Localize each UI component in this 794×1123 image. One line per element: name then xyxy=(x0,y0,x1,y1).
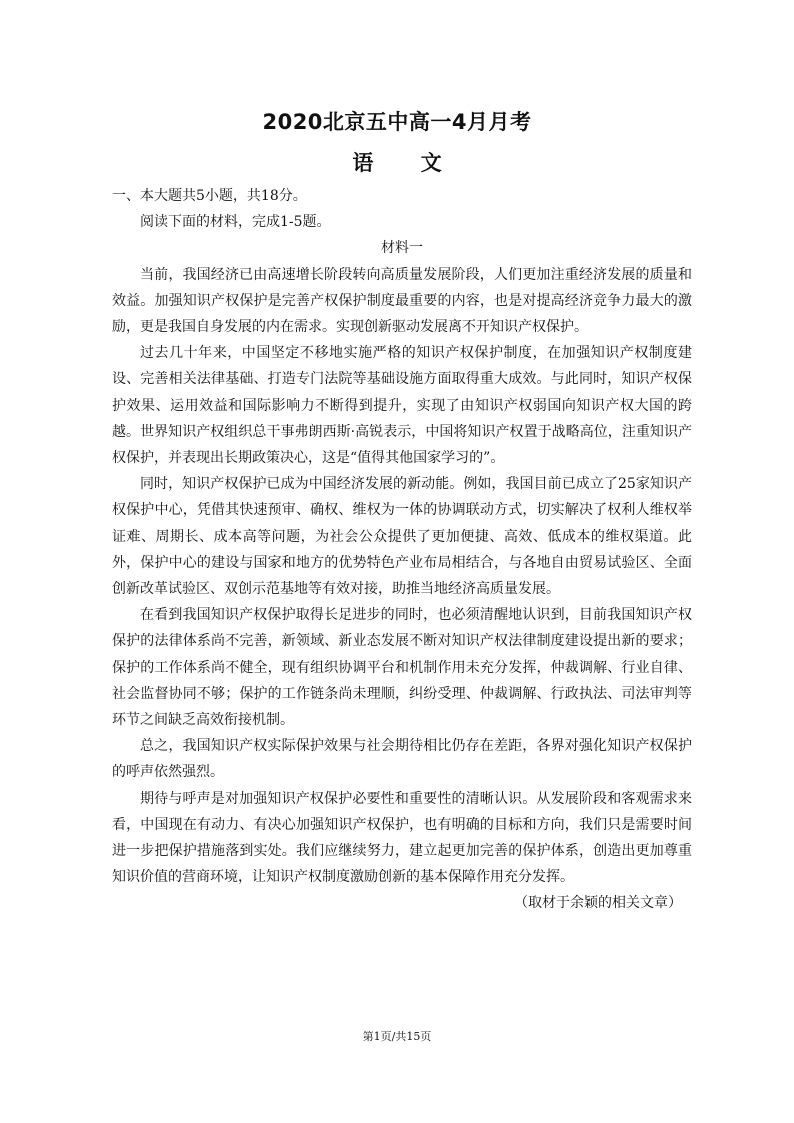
page-number: 第1页/共15页 xyxy=(362,1030,432,1043)
section-heading: 一、本大题共5小题，共18分。 xyxy=(112,188,307,204)
material-paragraph: 总之，我国知识产权实际保护效果与社会期待相比仍存在差距，各界对强化知识产权保护的呼声依然强烈。 xyxy=(112,738,692,781)
reading-instruction: 阅读下面的材料，完成1-5题。 xyxy=(140,214,331,231)
source-citation: （取材于余颖的相关文章） xyxy=(514,895,682,912)
material-paragraph: 同时，知识产权保护已成为中国经济发展的新动能。例如，我国目前已成立了25家知识产权保护中心，凭借其快速预审、确权、维权为一体的协调联动方式，切实解决了权利人维权举证难、周期长、成本高等问题，为社会公众提供了更加便捷、高效、低成本的维权渠道。此外，保护中心的建设与国家和地方的优势特色产业布局相结合，与各地自由贸易试验区、全面创新改革试验区、双创示范基地等有效对接，助推当地经济高质量发展。 xyxy=(112,476,692,598)
exam-content xyxy=(112,183,692,917)
subject-title: 语 文 xyxy=(352,151,442,175)
exam-title: 2020北京五中高一4月月考 xyxy=(262,110,532,134)
material-paragraph: 过去几十年来，中国坚定不移地实施严格的知识产权保护制度，在加强知识产权制度建设、完善相关法律基础、打造专门法院等基础设施方面取得重大成效。与此同时，知识产权保护效果、运用效益和国际影响力不断得到提升，实现了由知识产权弱国向知识产权大国的跨越。世界知识产权组织总干事弗朗西斯·高锐表示，中国将知识产权置于战略高位，注重知识产权保护，并表现出长期政策决心，这是“值得其他国家学习的”。 xyxy=(112,345,692,467)
material-title: 材料一 xyxy=(381,240,423,257)
material-paragraph: 在看到我国知识产权保护取得长足进步的同时，也必须清醒地认识到，目前我国知识产权保护的法律体系尚不完善，新领域、新业态发展不断对知识产权法律制度建设提出新的要求；保护的工作体系尚不健全，现有组织协调平台和机制作用未充分发挥，仲裁调解、行业自律、社会监督协同不够；保护的工作链条尚未理顺，纠纷受理、仲裁调解、行政执法、司法审判等环节之间缺乏高效衔接机制。 xyxy=(112,607,692,729)
material-paragraph: 当前，我国经济已由高速增长阶段转向高质量发展阶段，人们更加注重经济发展的质量和效益。加强知识产权保护是完善产权保护制度最重要的内容，也是对提高经济竞争力最大的激励，更是我国自身发展的内在需求。实现创新驱动发展离不开知识产权保护。 xyxy=(112,266,692,336)
material-paragraph: 期待与呼声是对加强知识产权保护必要性和重要性的清晰认识。从发展阶段和客观需求来看，中国现在有动力、有决心加强知识产权保护，也有明确的目标和方向，我们只是需要时间进一步把保护措施落到实处。我们应继续努力，建立起更加完善的保护体系，创造出更加尊重知识价值的营商环境，让知识产权制度激励创新的基本保障作用充分发挥。 xyxy=(112,790,692,886)
